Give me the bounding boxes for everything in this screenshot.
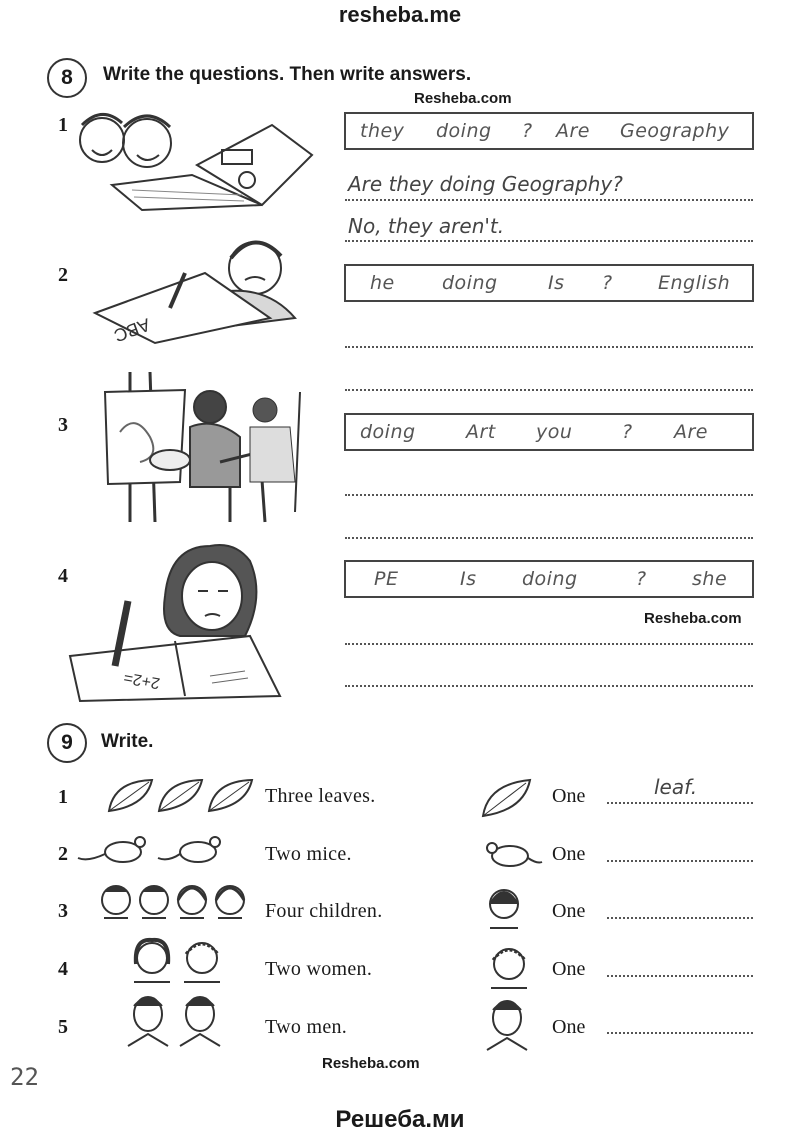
row-number: 3 xyxy=(58,900,68,922)
one-label: One xyxy=(552,900,586,922)
woman-icon xyxy=(130,934,230,986)
word: doing xyxy=(360,421,416,443)
one-label: One xyxy=(552,958,586,980)
row-number: 4 xyxy=(58,958,68,980)
one-label: One xyxy=(552,785,586,807)
exercise-8-title: Write the questions. Then write answers. xyxy=(103,64,472,85)
watermark: Resheba.com xyxy=(414,90,512,107)
page-number: 22 xyxy=(10,1063,39,1091)
word-box xyxy=(344,560,754,598)
word: Geography xyxy=(620,120,730,142)
row-number: 5 xyxy=(58,1016,68,1038)
question-number: 4 xyxy=(58,565,68,587)
man-icon xyxy=(126,990,226,1048)
word-box xyxy=(344,264,754,302)
word: ? xyxy=(522,120,533,142)
watermark: Resheba.com xyxy=(644,610,742,627)
word: Are xyxy=(674,421,708,443)
word: Are xyxy=(556,120,590,142)
illustration-geography-boys xyxy=(72,105,322,215)
exercise-9-title: Write. xyxy=(101,731,154,752)
handwritten-answer: Are they doing Geography? xyxy=(348,172,623,196)
plural-noun: Two men. xyxy=(265,1016,348,1038)
site-header: resheba.me xyxy=(338,2,462,27)
answer-line[interactable] xyxy=(345,685,753,687)
word: doing xyxy=(522,568,578,590)
row-number: 2 xyxy=(58,843,68,865)
exercise-9-number: 9 xyxy=(47,723,87,763)
word: PE xyxy=(374,568,399,590)
question-number: 3 xyxy=(58,414,68,436)
one-label: One xyxy=(552,1016,586,1038)
word: English xyxy=(658,272,731,294)
leaf-icon xyxy=(478,776,533,820)
word-box xyxy=(344,413,754,451)
answer-line[interactable] xyxy=(345,643,753,645)
plural-noun: Four children. xyxy=(265,900,383,922)
child-icon xyxy=(96,878,251,926)
word: ? xyxy=(622,421,633,443)
one-label: One xyxy=(552,843,586,865)
row-number: 1 xyxy=(58,786,68,808)
handwritten-answer: No, they aren't. xyxy=(348,214,505,238)
answer-line[interactable] xyxy=(607,975,753,977)
word: Is xyxy=(460,568,477,590)
word: Art xyxy=(466,421,496,443)
mouse-icon xyxy=(462,838,542,872)
woman-icon xyxy=(486,940,532,992)
leaf-icon xyxy=(104,776,254,816)
answer-line[interactable] xyxy=(345,494,753,496)
illustration-children-painting-art xyxy=(100,372,320,532)
plural-noun: Two mice. xyxy=(265,843,352,865)
illustration-boy-writing-english xyxy=(95,228,325,346)
answer-line[interactable] xyxy=(607,1032,753,1034)
question-number: 1 xyxy=(58,114,68,136)
word: he xyxy=(370,272,395,294)
exercise-8-number: 8 xyxy=(47,58,87,98)
word: doing xyxy=(442,272,498,294)
word: she xyxy=(692,568,728,590)
svg-text:2+2=: 2+2= xyxy=(122,668,162,692)
answer-line[interactable] xyxy=(345,537,753,539)
answer-line[interactable] xyxy=(607,917,753,919)
word: you xyxy=(536,421,573,443)
word: ? xyxy=(636,568,647,590)
word-box xyxy=(344,112,754,150)
word: doing xyxy=(436,120,492,142)
word: they xyxy=(360,120,405,142)
svg-text:ABC: ABC xyxy=(111,314,153,346)
answer-line[interactable] xyxy=(607,802,753,804)
question-number: 2 xyxy=(58,264,68,286)
answer-line[interactable] xyxy=(345,389,753,391)
answer-line[interactable] xyxy=(345,240,753,242)
plural-noun: Two women. xyxy=(265,958,373,980)
answer-line[interactable] xyxy=(345,346,753,348)
man-icon xyxy=(484,994,530,1052)
handwritten-answer: leaf. xyxy=(654,775,698,799)
word: ? xyxy=(602,272,613,294)
answer-line[interactable] xyxy=(607,860,753,862)
child-icon xyxy=(484,884,524,932)
plural-noun: Three leaves. xyxy=(265,785,376,807)
site-footer: Решеба.ми xyxy=(335,1106,465,1133)
watermark: Resheba.com xyxy=(322,1055,420,1072)
answer-line[interactable] xyxy=(345,199,753,201)
mouse-icon xyxy=(78,832,248,866)
word: Is xyxy=(548,272,565,294)
illustration-girl-doing-maths xyxy=(60,536,290,706)
